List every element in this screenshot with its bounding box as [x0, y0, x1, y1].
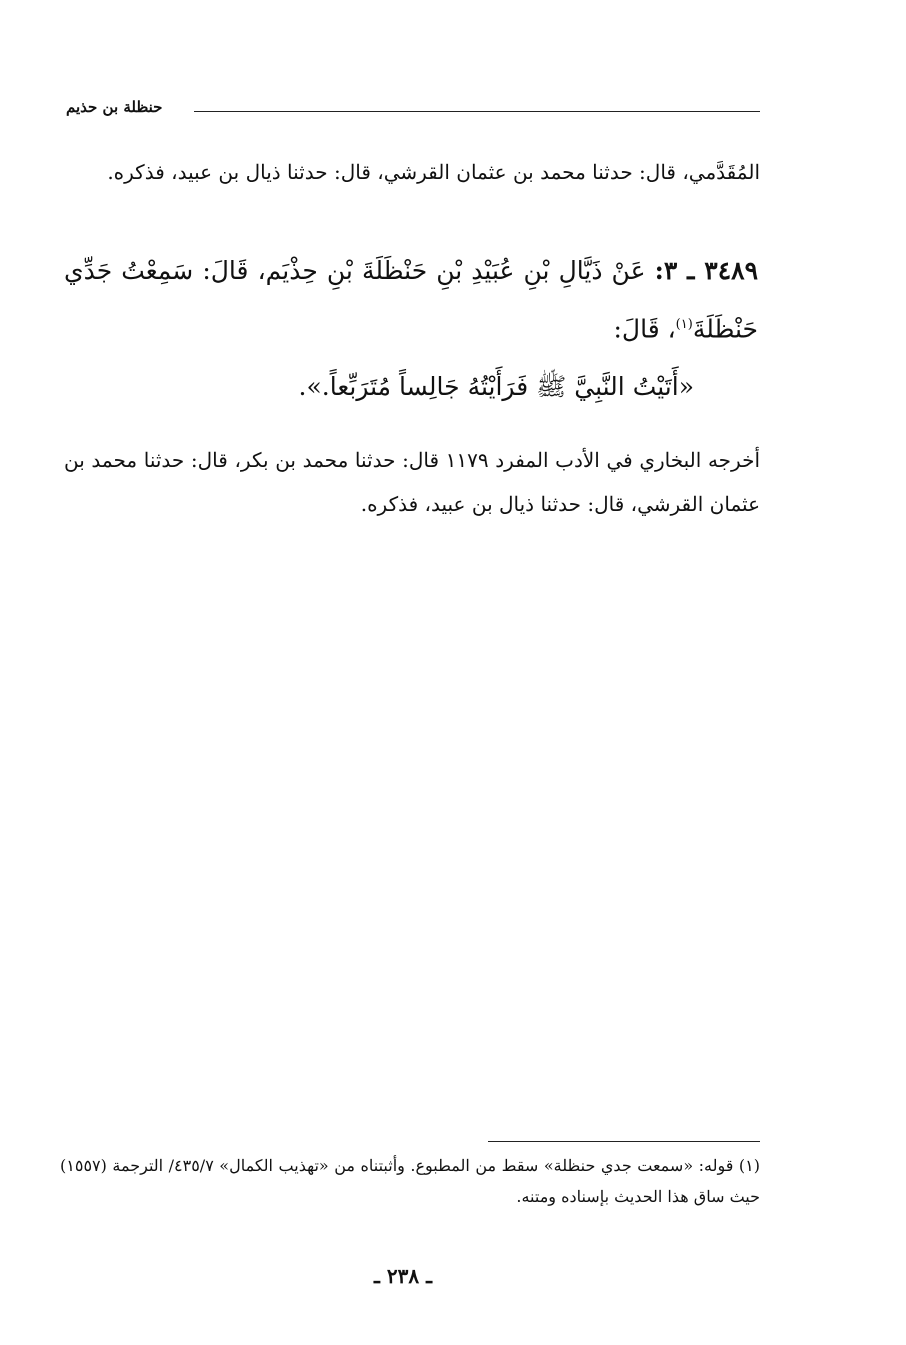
footnote-reference: (١)	[675, 317, 693, 332]
takhrij-paragraph: أخرجه البخاري في الأدب المفرد ١١٧٩ قال: حدثنا محمد بن بكر، قال: حدثنا محمد بن عثمان القرشي، قال: حدثنا ذيال بن عبيد، فذكره.	[64, 448, 760, 516]
running-header	[66, 98, 760, 118]
intro-paragraph: المُقَدَّمي، قال: حدثنا محمد بن عثمان القرشي، قال: حدثنا ذيال بن عبيد، فذكره.	[107, 160, 760, 184]
hadith-matn: «أَتَيْتُ النَّبِيَّ ﷺ فَرَأَيْتُهُ جَالِساً مُتَرَبِّعاً.».	[298, 372, 694, 401]
hadith-chain: عَنْ ذَيَّالِ بْنِ عُبَيْدِ بْنِ حَنْظَلَةَ بْنِ حِذْيَم، قَالَ: سَمِعْتُ جَدِّي حَنْظَلَةَ	[64, 256, 758, 344]
footnote: (١) قوله: «سمعت جدي حنظلة» سقط من المطبوع. وأثبتناه من «تهذيب الكمال» ٤٣٥/٧/ الترجمة (١٥٥٧) حيث ساق هذا الحديث بإسناده ومتنه.	[60, 1156, 761, 1206]
hadith-chain-end: ، قَالَ:	[613, 314, 676, 344]
footnote-separator	[488, 1141, 760, 1142]
page-number: ـ ٢٣٨ ـ	[374, 1264, 432, 1288]
hadith-number: ٣٤٨٩ ـ ٣:	[654, 256, 758, 285]
running-title: حنظلة بن حذيم	[66, 98, 163, 116]
hadith-isnad	[64, 244, 758, 356]
header-rule	[194, 111, 760, 112]
